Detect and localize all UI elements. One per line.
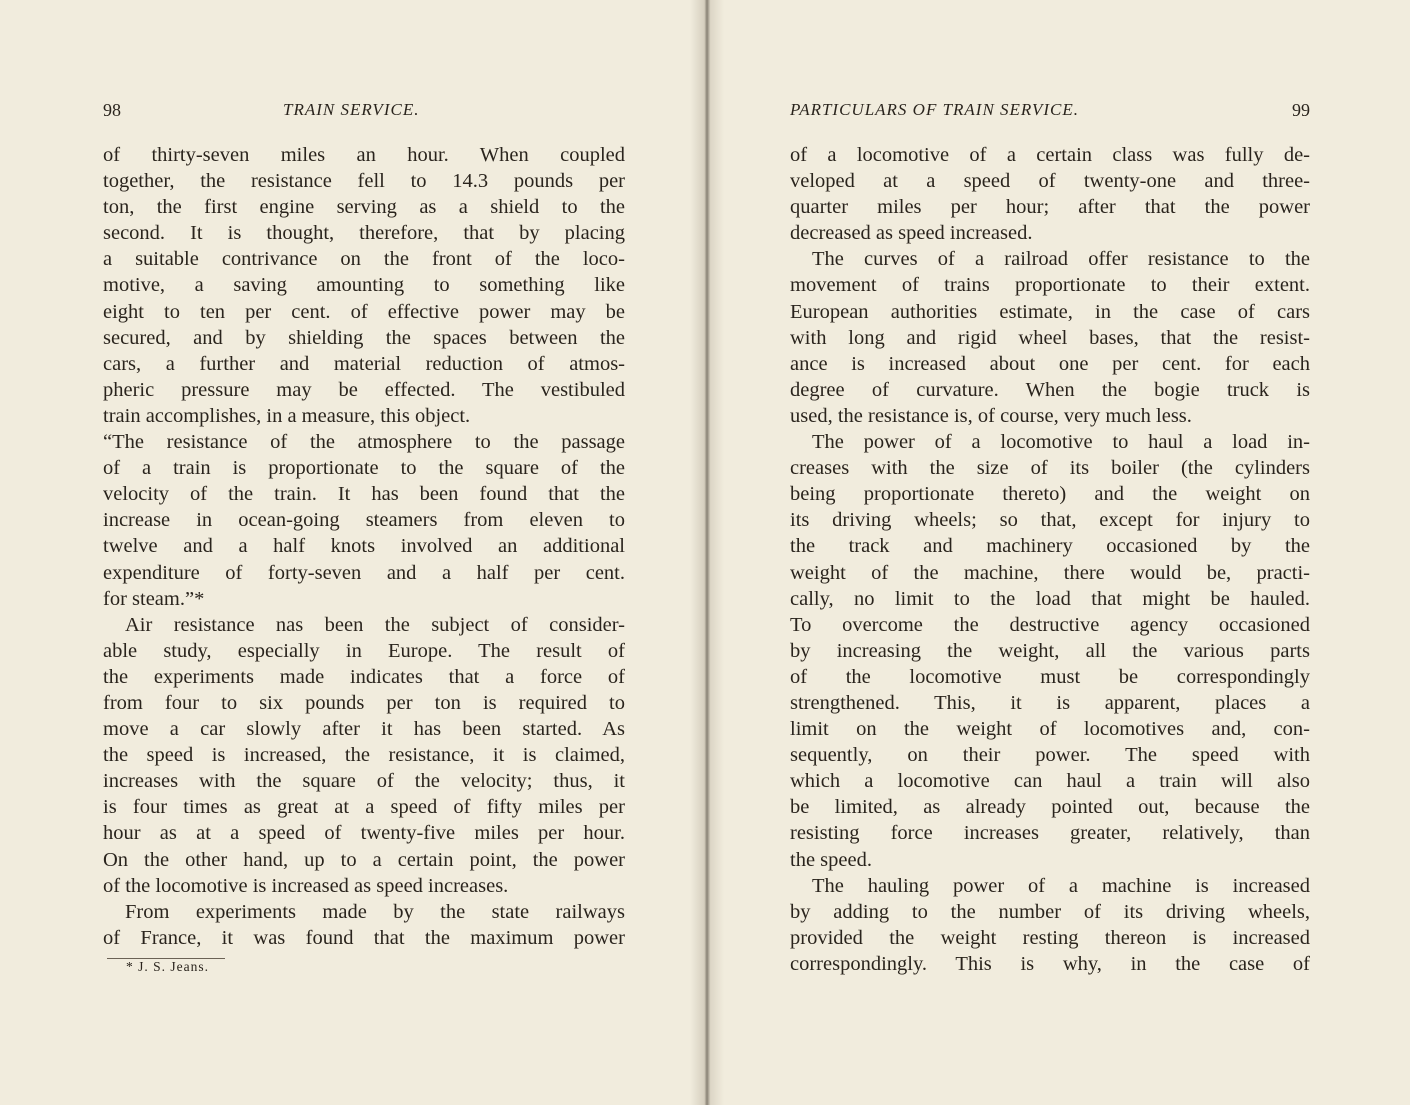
text-line: The power of a locomotive to haul a load in- xyxy=(812,431,1310,454)
text-line: able study, especially in Europe. The result of xyxy=(103,639,625,662)
text-line: eight to ten per cent. of effective power may be xyxy=(103,300,625,323)
text-line: of the locomotive is increased as speed increases. xyxy=(103,874,509,897)
text-line: The curves of a railroad offer resistance to the xyxy=(812,248,1310,271)
page-number: 98 xyxy=(103,100,121,120)
text-line: hour as at a speed of twenty-five miles per hour. xyxy=(103,822,625,845)
book-gutter xyxy=(690,0,724,1105)
text-line: of the locomotive must be correspondingly xyxy=(790,665,1310,688)
page-body-text xyxy=(790,142,1310,977)
running-title: PARTICULARS OF TRAIN SERVICE. xyxy=(790,100,1080,119)
footnote: * J. S. Jeans. xyxy=(126,959,210,974)
text-line: veloped at a speed of twenty-one and three- xyxy=(790,170,1310,193)
text-line: of a train is proportionate to the square of the xyxy=(103,457,625,480)
text-line: “The resistance of the atmosphere to the passage xyxy=(103,431,625,454)
text-line: for steam.”* xyxy=(103,587,205,610)
text-line: provided the weight resting thereon is increased xyxy=(790,926,1310,949)
text-line: creases with the size of its boiler (the cylinders xyxy=(790,457,1310,480)
text-line: movement of trains proportionate to their extent. xyxy=(790,274,1310,297)
text-line: cars, a further and material reduction of atmos- xyxy=(103,352,625,375)
text-line: of a locomotive of a certain class was fully de- xyxy=(790,144,1310,166)
text-line: by increasing the weight, all the various parts xyxy=(790,639,1310,662)
text-line: together, the resistance fell to 14.3 pounds per xyxy=(103,170,625,193)
text-line: increase in ocean-going steamers from eleven to xyxy=(103,509,625,532)
text-line: expenditure of forty-seven and a half per cent. xyxy=(103,561,625,584)
text-line: correspondingly. This is why, in the case of xyxy=(790,952,1310,975)
text-line: On the other hand, up to a certain point, the power xyxy=(103,848,625,871)
text-line: degree of curvature. When the bogie truck is xyxy=(790,378,1310,401)
text-line: cally, no limit to the load that might be hauled. xyxy=(790,587,1310,610)
text-line: velocity of the train. It has been found that the xyxy=(103,483,625,506)
right-page xyxy=(706,0,1410,1105)
text-line: the track and machinery occasioned by the xyxy=(790,535,1310,558)
text-line: ton, the first engine serving as a shield to the xyxy=(103,196,625,219)
text-line: From experiments made by the state railways xyxy=(125,900,625,923)
running-title: TRAIN SERVICE. xyxy=(283,100,420,119)
text-line: strengthened. This, it is apparent, places a xyxy=(790,691,1310,714)
text-line: of France, it was found that the maximum power xyxy=(103,926,625,949)
text-line: of thirty-seven miles an hour. When coupled xyxy=(103,144,625,166)
text-line: being proportionate thereto) and the weight on xyxy=(790,483,1310,506)
text-line: train accomplishes, in a measure, this object. xyxy=(103,404,471,427)
text-line: twelve and a half knots involved an additional xyxy=(103,535,625,558)
text-line: the speed. xyxy=(790,848,872,871)
text-line: pheric pressure may be effected. The vestibuled xyxy=(103,378,625,401)
text-line: is four times as great at a speed of fifty miles per xyxy=(103,796,625,819)
text-line: the experiments made indicates that a force of xyxy=(103,665,625,688)
text-line: secured, and by shielding the spaces between the xyxy=(103,326,625,349)
text-line: the speed is increased, the resistance, it is claimed, xyxy=(103,744,625,767)
text-line: To overcome the destructive agency occasioned xyxy=(790,613,1310,636)
text-line: European authorities estimate, in the case of cars xyxy=(790,300,1310,323)
text-line: by adding to the number of its driving wheels, xyxy=(790,900,1310,923)
text-line: motive, a saving amounting to something like xyxy=(103,274,625,297)
text-line: decreased as speed increased. xyxy=(790,222,1033,245)
page-number: 99 xyxy=(1292,100,1310,120)
text-line: quarter miles per hour; after that the power xyxy=(790,196,1310,219)
text-line: its driving wheels; so that, except for injury to xyxy=(790,509,1310,532)
text-line: a suitable contrivance on the front of the loco- xyxy=(103,248,625,271)
text-line: Air resistance nas been the subject of consider- xyxy=(125,613,625,636)
text-line: limit on the weight of locomotives and, con- xyxy=(790,718,1310,741)
text-line: with long and rigid wheel bases, that the resist- xyxy=(790,326,1310,349)
text-line: which a locomotive can haul a train will also xyxy=(790,770,1310,793)
text-line: ance is increased about one per cent. for each xyxy=(790,352,1310,375)
text-line: from four to six pounds per ton is required to xyxy=(103,691,625,714)
text-line: The hauling power of a machine is increased xyxy=(812,874,1310,897)
left-page-header xyxy=(103,100,625,124)
text-line: sequently, on their power. The speed with xyxy=(790,744,1310,767)
page-body-text xyxy=(103,142,625,951)
text-line: be limited, as already pointed out, because the xyxy=(790,796,1310,819)
text-line: move a car slowly after it has been started. As xyxy=(103,718,625,741)
text-line: increases with the square of the velocity; thus, it xyxy=(103,770,625,793)
right-page-header xyxy=(790,100,1310,124)
text-line: weight of the machine, there would be, practi- xyxy=(790,561,1310,584)
text-line: second. It is thought, therefore, that by placing xyxy=(103,222,625,245)
text-line: resisting force increases greater, relatively, than xyxy=(790,822,1310,845)
text-line: used, the resistance is, of course, very much less. xyxy=(790,404,1192,427)
